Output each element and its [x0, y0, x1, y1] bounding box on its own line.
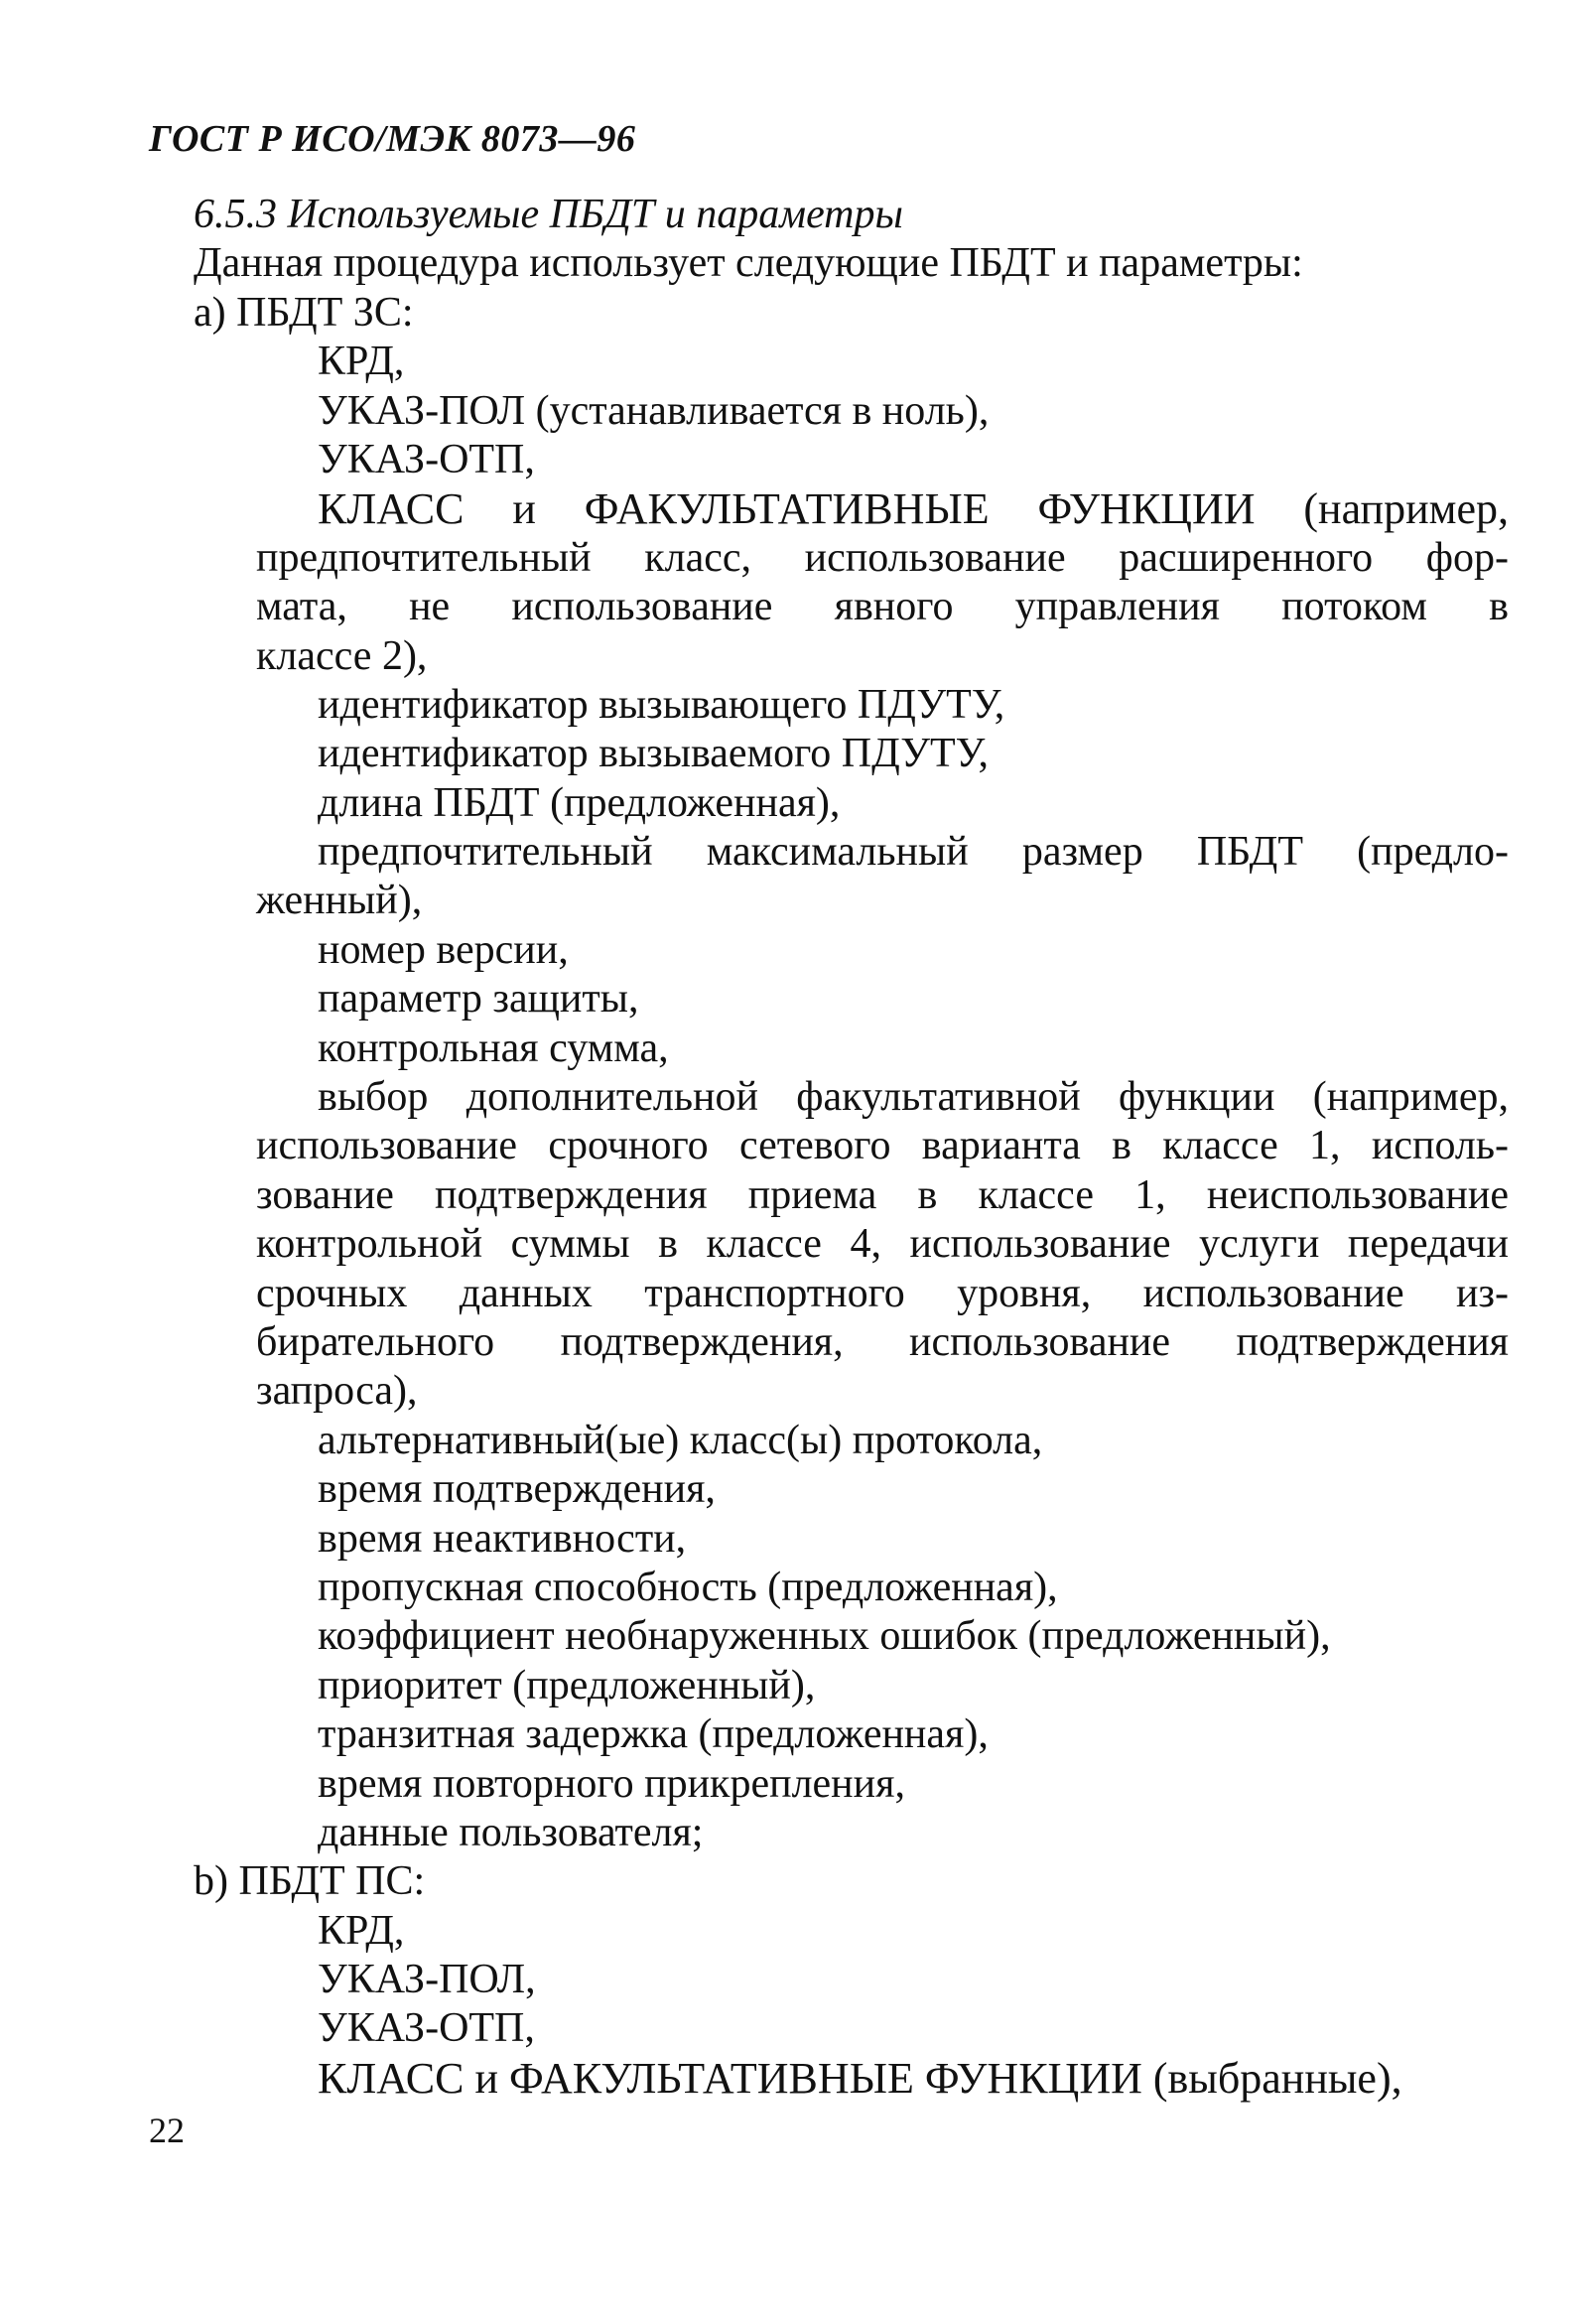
- item-b-line: УКАЗ-ПОЛ,: [318, 1957, 536, 2003]
- item-a-line: мата, не использование явного управления потоком в: [256, 584, 1509, 630]
- item-a-line: коэффициент необнаруженных ошибок (предложенный),: [318, 1613, 1331, 1660]
- page-number: 22: [149, 2111, 185, 2150]
- section-heading: [194, 191, 1509, 239]
- item-a-line: срочных данных транспортного уровня, использование из-: [256, 1270, 1509, 1316]
- item-a-line: альтернативный(ые) класс(ы) протокола,: [318, 1417, 1043, 1463]
- item-b-line: УКАЗ-ОТП,: [318, 2005, 535, 2052]
- item-a-line: транзитная задержка (предложенная),: [318, 1711, 989, 1758]
- item-a-line: классе 2),: [256, 632, 428, 679]
- item-a-line: данные пользователя;: [318, 1809, 704, 1855]
- item-a-line: номер версии,: [318, 926, 569, 973]
- item-a-line: идентификатор вызывающего ПДУТУ,: [318, 681, 1005, 728]
- item-a-line: время неактивности,: [318, 1515, 687, 1562]
- item-b-line: КЛАСС и ФАКУЛЬТАТИВНЫЕ ФУНКЦИИ (выбранные),: [318, 2053, 1402, 2103]
- document-header: ГОСТ Р ИСО/МЭК 8073—96: [149, 118, 636, 160]
- item-b-label: b) ПБДТ ПС:: [194, 1858, 426, 1905]
- item-a-line: время подтверждения,: [318, 1466, 716, 1513]
- item-a-line: длина ПБДТ (предложенная),: [318, 779, 841, 826]
- item-a-line: контрольная сумма,: [318, 1024, 669, 1071]
- item-a-line: контрольной суммы в классе 4, использование услуги передачи: [256, 1221, 1509, 1268]
- document-body: [194, 191, 1509, 2103]
- item-a-line: использование срочного сетевого варианта в классе 1, исполь-: [256, 1123, 1509, 1169]
- item-a-line: пропускная способность (предложенная),: [318, 1564, 1058, 1610]
- item-a-line: время повторного прикрепления,: [318, 1760, 905, 1807]
- item-b-line: КРД,: [318, 1907, 405, 1954]
- item-a-line: зование подтверждения приема в классе 1, неиспользование: [256, 1171, 1509, 1218]
- item-a-line: УКАЗ-ОТП,: [318, 436, 535, 482]
- item-a-line: бирательного подтверждения, использование подтверждения: [256, 1318, 1509, 1365]
- item-a-line: параметр защиты,: [318, 976, 639, 1023]
- item-a-line: предпочтительный максимальный размер ПБДТ (предло-: [318, 829, 1509, 876]
- item-a-line: УКАЗ-ПОЛ (устанавливается в ноль),: [318, 387, 990, 434]
- item-a-line: предпочтительный класс, использование расширенного фор-: [256, 534, 1509, 581]
- section-title: Используемые ПБДТ и параметры: [287, 192, 903, 237]
- section-intro: Данная процедура использует следующие ПБДТ и параметры:: [194, 240, 1303, 287]
- item-a-line: приоритет (предложенный),: [318, 1662, 816, 1708]
- item-a-line: женный),: [256, 878, 423, 924]
- item-a-line: выбор дополнительной факультативной функции (например,: [318, 1074, 1509, 1121]
- item-a-line: запроса),: [256, 1368, 418, 1415]
- item-a-label: a) ПБДТ ЗС:: [194, 289, 414, 336]
- item-a-line: КРД,: [318, 339, 405, 385]
- item-a-line: КЛАСС и ФАКУЛЬТАТИВНЫЕ ФУНКЦИИ (например,: [318, 484, 1509, 534]
- item-a-line: идентификатор вызываемого ПДУТУ,: [318, 731, 990, 777]
- section-number: 6.5.3: [194, 192, 277, 237]
